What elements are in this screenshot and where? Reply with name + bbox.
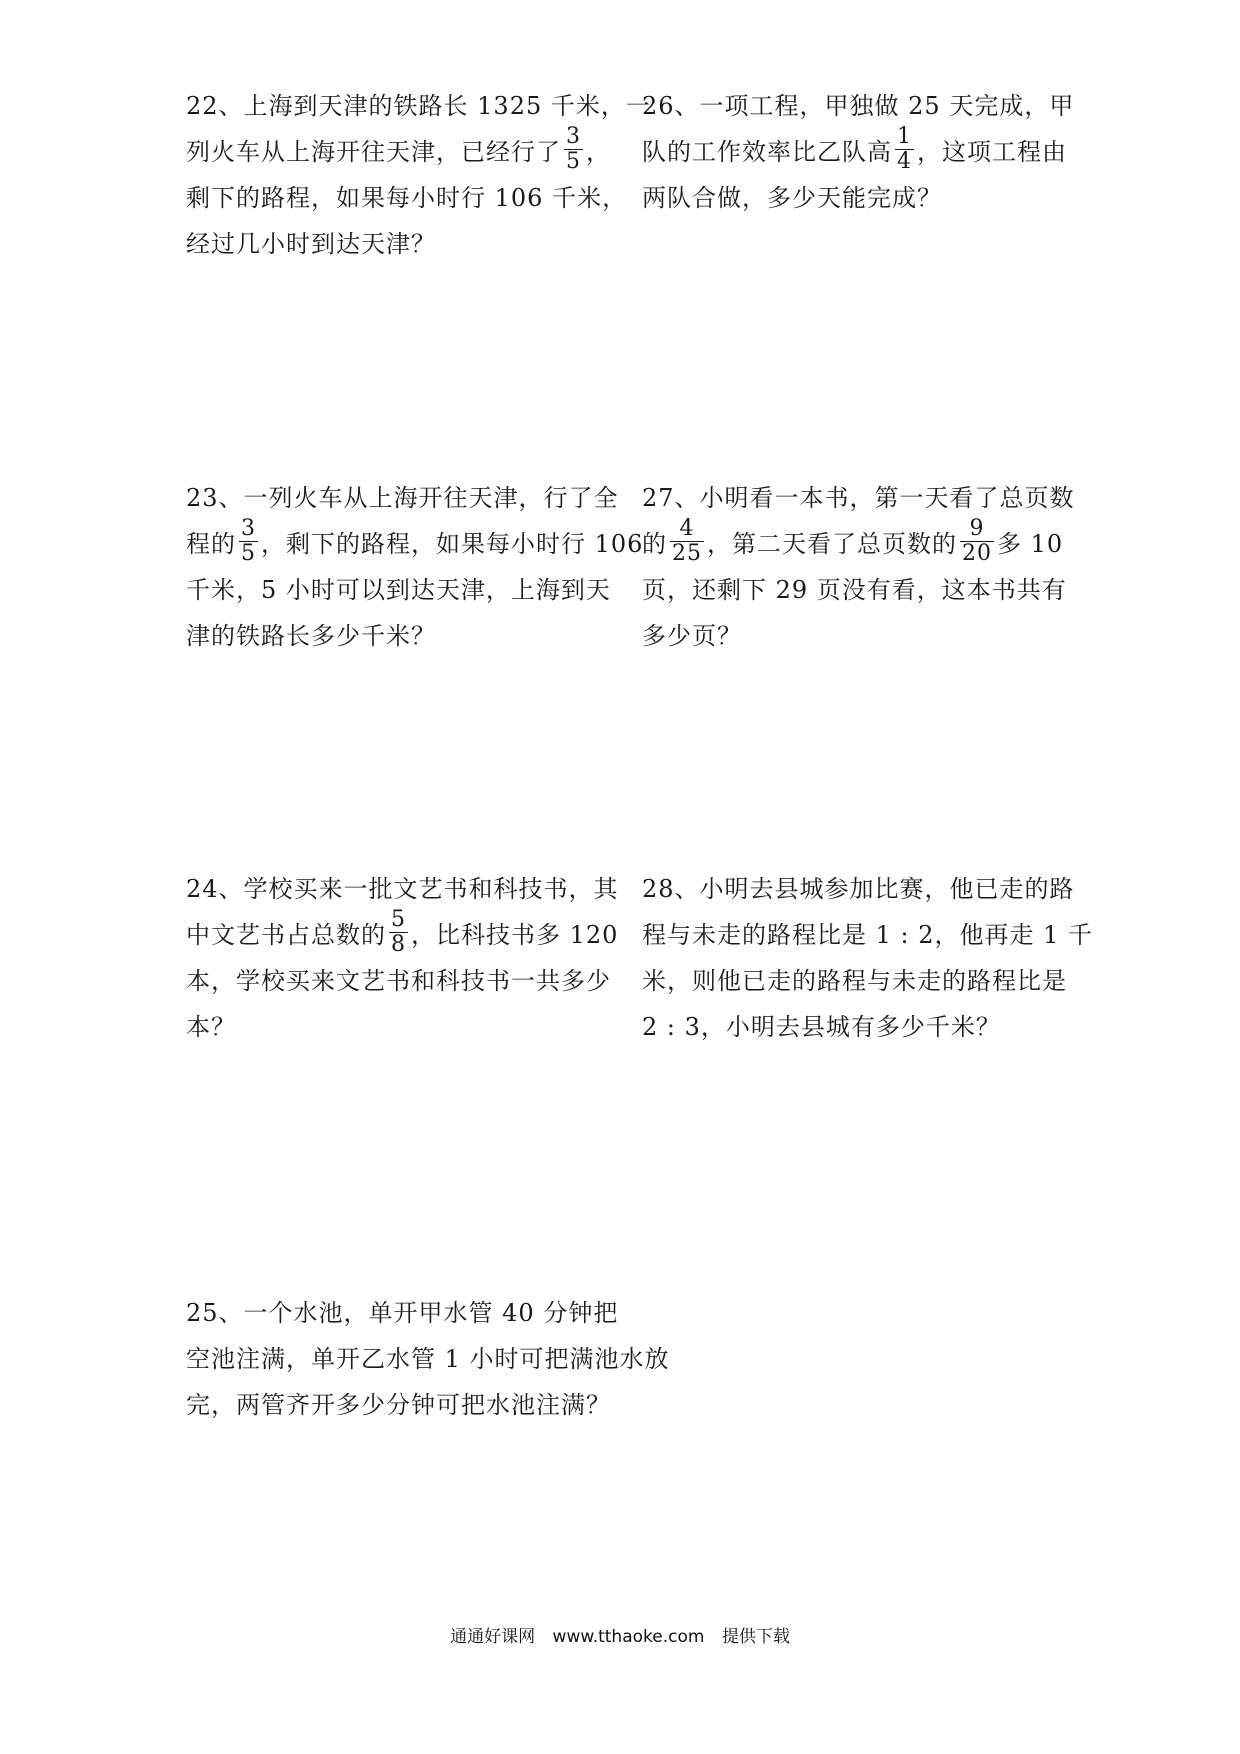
fraction-3-5: $\frac{3}{5}$: [566, 124, 581, 174]
problem-24-line-4: 本？: [186, 1013, 236, 1041]
problem-22-line-3: 剩下的路程，如果每小时行 106 千米，: [186, 184, 628, 212]
problem-26-line-2: 队的工作效率比乙队高 $\frac{1}{4}$ ，这项工程由: [642, 124, 1067, 174]
problem-24-line-1: 24、学校买来一批文艺书和科技书，其: [186, 875, 619, 903]
problem-23-line-3: 千米，5 小时可以到达天津，上海到天: [186, 576, 611, 604]
problem-22-line-4: 经过几小时到达天津？: [186, 230, 436, 258]
problem-27: [642, 475, 1082, 659]
problem-25: [186, 1290, 706, 1428]
problem-26: [642, 83, 1082, 221]
problem-23-line-1: 23、一列火车从上海开往天津，行了全: [186, 484, 619, 512]
problem-23-line-2: 程的 $\frac{3}{5}$ ，剩下的路程，如果每小时行 106: [186, 516, 644, 566]
problem-23-line-4: 津的铁路长多少千米？: [186, 622, 436, 650]
problem-27-line-2: 的 $\frac{4}{25}$ ，第二天看了总页数的 $\frac{9}{20}$ 多 10: [642, 516, 1064, 566]
problem-24-line-3: 本，学校买来文艺书和科技书一共多少: [186, 967, 611, 995]
problem-25-line-3: 完，两管齐开多少分钟可把水池注满？: [186, 1391, 611, 1419]
problem-27-line-1: 27、小明看一本书，第一天看了总页数: [642, 484, 1075, 512]
problem-24-line-2: 中文艺书占总数的 $\frac{5}{8}$ ，比科技书多 120: [186, 907, 619, 957]
problem-27-line-4: 多少页？: [642, 622, 742, 650]
page-footer: [0, 1622, 1240, 1647]
problem-23: [186, 475, 644, 659]
problem-28-line-3: 米，则他已走的路程与未走的路程比是: [642, 967, 1067, 995]
footer-site-name: 通通好课网: [450, 1627, 536, 1647]
problem-26-line-3: 两队合做，多少天能完成？: [642, 184, 942, 212]
problem-25-line-1: 25、一个水池，单开甲水管 40 分钟把: [186, 1299, 619, 1327]
problem-28-line-1: 28、小明去县城参加比赛，他已走的路: [642, 875, 1075, 903]
fraction-1-4: $\frac{1}{4}$: [897, 124, 912, 174]
problem-27-line-3: 页，还剩下 29 页没有看，这本书共有: [642, 576, 1067, 604]
problem-22-line-1: 22、上海到天津的铁路长 1325 千米，一: [186, 92, 651, 120]
fraction-5-8: $\frac{5}{8}$: [391, 907, 406, 957]
problem-28: [642, 866, 1094, 1050]
fraction-9-20: $\frac{9}{20}$: [962, 516, 992, 566]
problem-26-line-1: 26、一项工程，甲独做 25 天完成，甲: [642, 92, 1075, 120]
problem-25-line-2: 空池注满，单开乙水管 1 小时可把满池水放: [186, 1345, 670, 1373]
problem-28-line-2: 程与未走的路程比是 1 : 2，他再走 1 千: [642, 921, 1094, 949]
fraction-4-25: $\frac{4}{25}$: [672, 516, 702, 566]
footer-url-link[interactable]: www.tthaoke.com: [552, 1627, 705, 1647]
fraction-3-5: $\frac{3}{5}$: [241, 516, 256, 566]
footer-suffix: 提供下载: [721, 1627, 790, 1647]
problem-28-line-4: 2 : 3，小明去县城有多少千米？: [642, 1013, 1001, 1041]
problem-22: [186, 83, 651, 267]
problem-22-line-2: 列火车从上海开往天津，已经行了 $\frac{3}{5}$ ，: [186, 124, 611, 174]
problem-24: [186, 866, 626, 1050]
